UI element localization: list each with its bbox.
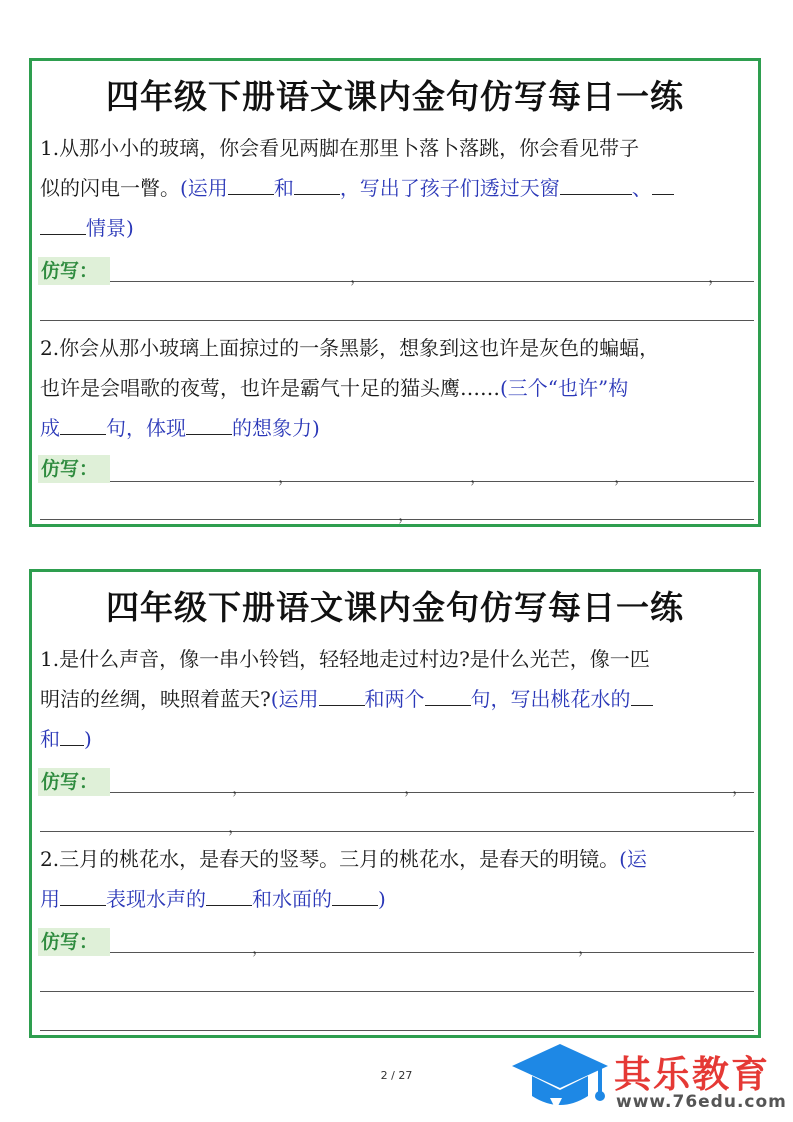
card-title: 四年级下册语文课内金句仿写每日一练 — [106, 588, 684, 627]
fill-blank[interactable] — [294, 176, 340, 195]
question-1-line-2: 似的闪电一瞥。(运用 和 ，写出了孩子们透过天窗 、 — [40, 175, 674, 201]
imitate-label: 仿写： — [38, 257, 110, 285]
fill-blank[interactable] — [560, 176, 632, 195]
fill-blank[interactable] — [228, 176, 274, 195]
question-1-line-1: 1.是什么声音，像一串小铃铛，轻轻地走过村边?是什么光芒，像一匹 — [40, 647, 650, 671]
question-1-line-3: 情景) — [40, 215, 134, 241]
imitate-label: 仿写： — [38, 928, 110, 956]
brand-url: www.76edu.com — [616, 1092, 787, 1112]
writing-line[interactable] — [40, 519, 754, 520]
page-number: 2 / 27 — [380, 1069, 413, 1082]
fill-blank[interactable] — [60, 887, 106, 906]
question-2-line-1: 2.三月的桃花水，是春天的竖琴。三月的桃花水，是春天的明镜。(运 — [40, 847, 647, 871]
question-1-line-3: 和 ) — [40, 727, 92, 751]
fill-blank[interactable] — [319, 687, 365, 706]
fill-blank[interactable] — [60, 416, 106, 435]
fill-blank[interactable] — [206, 887, 252, 906]
imitate-label: 仿写： — [38, 768, 110, 796]
fill-blank[interactable] — [60, 727, 84, 746]
fill-blank[interactable] — [40, 216, 86, 235]
writing-line[interactable] — [40, 1030, 754, 1031]
fill-blank[interactable] — [332, 887, 378, 906]
question-2-line-1: 2.你会从那小玻璃上面掠过的一条黑影，想象到这也许是灰色的蝙蝠， — [40, 336, 660, 360]
fill-blank[interactable] — [631, 687, 653, 706]
exercise-card-1: 四年级下册语文课内金句仿写每日一练 1.从那小小的玻璃，你会看见两脚在那里卜落卜落跳，你会看见带子 似的闪电一瞥。(运用 和 ，写出了孩子们透过天窗 、 情景) 仿写： ， ， 2.你会从那小玻璃上面掠过的一条黑影，想象到这也许是灰色的蝙蝠， 也许是会唱歌的夜莺，也许是霸气十足的猫头鹰……(三个“也许”构 成 句，体现 的想象力) 仿写： ， ， ， ， — [29, 58, 761, 527]
question-1-line-2: 明洁的丝绸，映照着蓝天?(运用 和两个 句，写出桃花水的 — [40, 686, 653, 712]
brand-logo — [510, 1040, 790, 1120]
question-2-line-3: 成 句，体现 的想象力) — [40, 416, 320, 440]
writing-line[interactable] — [40, 320, 754, 321]
question-2-line-2: 也许是会唱歌的夜莺，也许是霸气十足的猫头鹰……(三个“也许”构 — [40, 376, 629, 400]
writing-line[interactable] — [40, 991, 754, 992]
writing-line[interactable] — [110, 952, 754, 953]
writing-line[interactable] — [110, 481, 754, 482]
imitate-label: 仿写： — [38, 455, 110, 483]
writing-line[interactable] — [110, 792, 754, 793]
fill-blank[interactable] — [186, 416, 232, 435]
exercise-card-2: 四年级下册语文课内金句仿写每日一练 1.是什么声音，像一串小铃铛，轻轻地走过村边?是什么光芒，像一匹 明洁的丝绸，映照着蓝天?(运用 和两个 句，写出桃花水的 和 ) 仿写： ， ， ， ， 2.三月的桃花水，是春天的竖琴。三月的桃花水，是春天的明镜。(运 用 表现水声的 和水面的 ) 仿写： ， ， — [29, 569, 761, 1038]
graduation-cap-icon — [510, 1040, 610, 1118]
fill-blank[interactable] — [652, 176, 674, 195]
question-2-line-2: 用 表现水声的 和水面的 ) — [40, 887, 386, 911]
writing-line[interactable] — [110, 281, 754, 282]
question-1-line-1: 1.从那小小的玻璃，你会看见两脚在那里卜落卜落跳，你会看见带子 — [40, 136, 640, 160]
fill-blank[interactable] — [425, 687, 471, 706]
writing-line[interactable] — [40, 831, 754, 832]
brand-name: 其乐教育 — [614, 1053, 770, 1096]
card-title: 四年级下册语文课内金句仿写每日一练 — [106, 77, 684, 116]
